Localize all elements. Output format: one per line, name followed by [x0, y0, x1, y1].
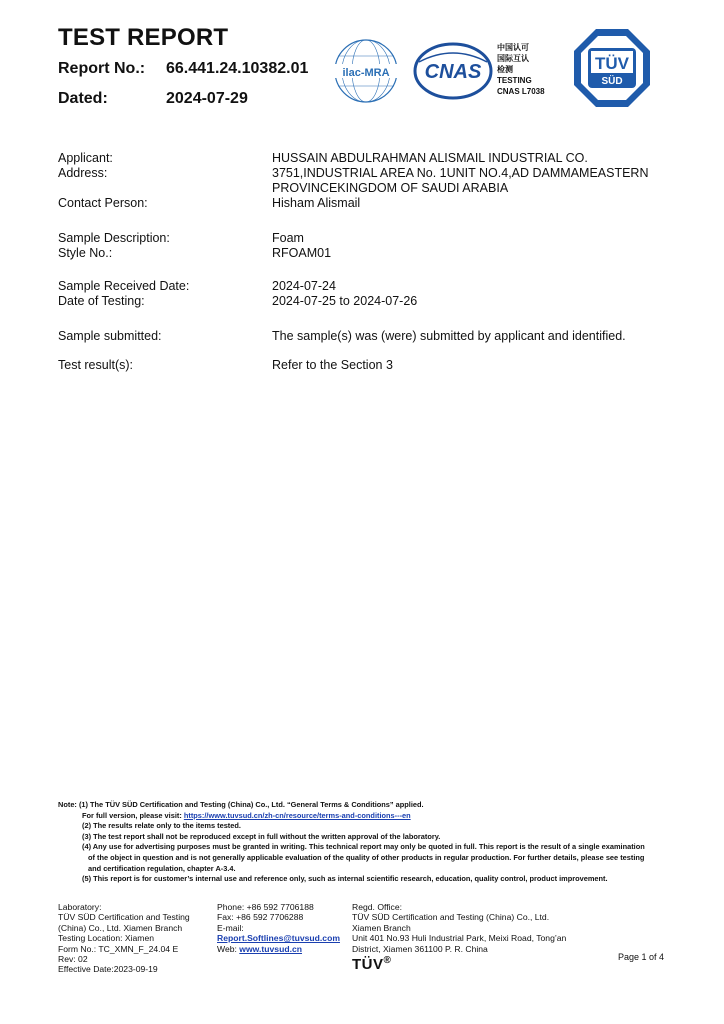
cnas-line: 检测 — [497, 65, 513, 74]
note-4-cont: and certification regulation, chapter A-3.4. — [88, 863, 236, 873]
style-no-label: Style No.: — [58, 246, 113, 260]
report-no-value: 66.441.24.10382.01 — [166, 60, 309, 77]
footer-web-label: Web: — [217, 943, 240, 954]
received-date-label: Sample Received Date: — [58, 279, 190, 293]
sample-description-label: Sample Description: — [58, 231, 170, 245]
footer-office-line: Unit 401 No.93 Huli Industrial Park, Meixi Road, Tong’an — [352, 933, 567, 944]
cnas-logo-text: CNAS — [424, 61, 482, 83]
footer-office-line: Regd. Office: — [352, 902, 402, 912]
note-1: Note: (1) The TÜV SÜD Certification and Testing (China) Co., Ltd. “General Terms & Conditions” applied. — [58, 800, 424, 809]
test-result-label: Test result(s): — [58, 358, 134, 372]
cnas-line: 国际互认 — [497, 54, 529, 63]
cnas-accreditation-text — [497, 42, 545, 97]
footer-lab-line: Form No.: TC_XMN_F_24.04 E — [58, 943, 179, 954]
footer-email-link[interactable]: Report.Softlines@tuvsud.com — [217, 933, 340, 944]
cnas-line: 中国认可 — [497, 43, 529, 52]
footer-tuv-mark — [352, 955, 391, 973]
footer-laboratory — [58, 902, 210, 975]
footer-office-line: TÜV SÜD Certification and Testing (China) Co., Ltd. — [352, 912, 550, 923]
footer-lab-line: Laboratory: — [58, 902, 102, 912]
footer-phone: Phone: +86 592 7706188 — [217, 902, 314, 912]
contact-value: Hisham Alismail — [272, 196, 361, 210]
footer-lab-line: Rev: 02 — [58, 954, 88, 965]
sample-submitted-value: The sample(s) was (were) submitted by applicant and identified. — [272, 329, 626, 343]
testing-date-value: 2024-07-25 to 2024-07-26 — [272, 294, 418, 308]
ilac-logo-text: ilac-MRA — [342, 67, 390, 79]
sample-description-value: Foam — [272, 231, 304, 245]
footer-web-link[interactable]: www.tuvsud.cn — [239, 943, 303, 954]
note-3: (3) The test report shall not be reproduced except in full without the written approval of the laboratory. — [82, 831, 441, 841]
tuv-sud-logo — [573, 28, 651, 108]
dated-value: 2024-07-29 — [166, 90, 248, 107]
report-title: TEST REPORT — [58, 24, 229, 51]
cnas-line: TESTING — [497, 76, 532, 85]
footer-web-line — [217, 944, 347, 954]
style-no-value: RFOAM01 — [272, 246, 332, 260]
tuv-logo-text-top: TÜV — [595, 54, 629, 73]
note-1-link-line — [58, 811, 698, 822]
address-line-1: 3751,INDUSTRIAL AREA No. 1UNIT NO.4,AD DAMMAMEASTERN — [272, 166, 649, 180]
address-label: Address: — [58, 166, 108, 180]
footer-tuv-text: TÜV — [352, 956, 384, 973]
applicant-label: Applicant: — [58, 151, 113, 165]
report-no-label: Report No.: — [58, 60, 146, 77]
footer-office-line: District, Xiamen 361100 P. R. China — [352, 943, 488, 954]
contact-label: Contact Person: — [58, 196, 148, 210]
footer-fax: Fax: +86 592 7706288 — [217, 912, 304, 923]
applicant-value: HUSSAIN ABDULRAHMAN ALISMAIL INDUSTRIAL CO. — [272, 151, 588, 165]
report-notes — [58, 800, 698, 885]
footer-email-label: E-mail: — [217, 922, 244, 933]
address-line-2: PROVINCEKINGDOM OF SAUDI ARABIA — [272, 181, 509, 195]
note-4-cont: of the object in question and is not generally applicable evaluation of the quality of other products in regular production. For further details, please see testing — [88, 852, 645, 862]
footer-lab-line: Testing Location: Xiamen — [58, 933, 155, 944]
footer-office-line: Xiamen Branch — [352, 922, 411, 933]
footer-lab-line: Effective Date:2023-09-19 — [58, 964, 158, 975]
received-date-value: 2024-07-24 — [272, 279, 336, 293]
note-1-link-prefix: For full version, please visit: — [82, 810, 184, 820]
dated-label: Dated: — [58, 90, 108, 107]
registered-mark: ® — [383, 955, 392, 966]
footer-lab-line: (China) Co., Ltd. Xiamen Branch — [58, 922, 183, 933]
ilac-mra-logo — [333, 38, 399, 104]
note-5: (5) This report is for customer’s internal use and reference only, such as internal scientific research, education, quality control, product improvement. — [82, 874, 608, 884]
terms-link[interactable]: https://www.tuvsud.cn/zh-cn/resource/terms-and-conditions---en — [183, 810, 411, 820]
footer-contact — [217, 902, 347, 954]
cnas-line: CNAS L7038 — [497, 87, 545, 96]
note-4: (4) Any use for advertising purposes must be granted in writing. This technical report may only be quoted in full. This report is the result of a single examination — [82, 842, 645, 852]
testing-date-label: Date of Testing: — [58, 294, 145, 308]
test-result-value: Refer to the Section 3 — [272, 358, 393, 372]
note-2: (2) The results relate only to the items tested. — [82, 821, 241, 831]
tuv-logo-text-bottom: SÜD — [601, 76, 623, 87]
footer-lab-line: TÜV SÜD Certification and Testing — [58, 912, 190, 923]
footer-office — [352, 902, 602, 954]
sample-submitted-label: Sample submitted: — [58, 329, 162, 343]
page-number: Page 1 of 4 — [618, 952, 665, 962]
cnas-logo — [413, 42, 493, 100]
